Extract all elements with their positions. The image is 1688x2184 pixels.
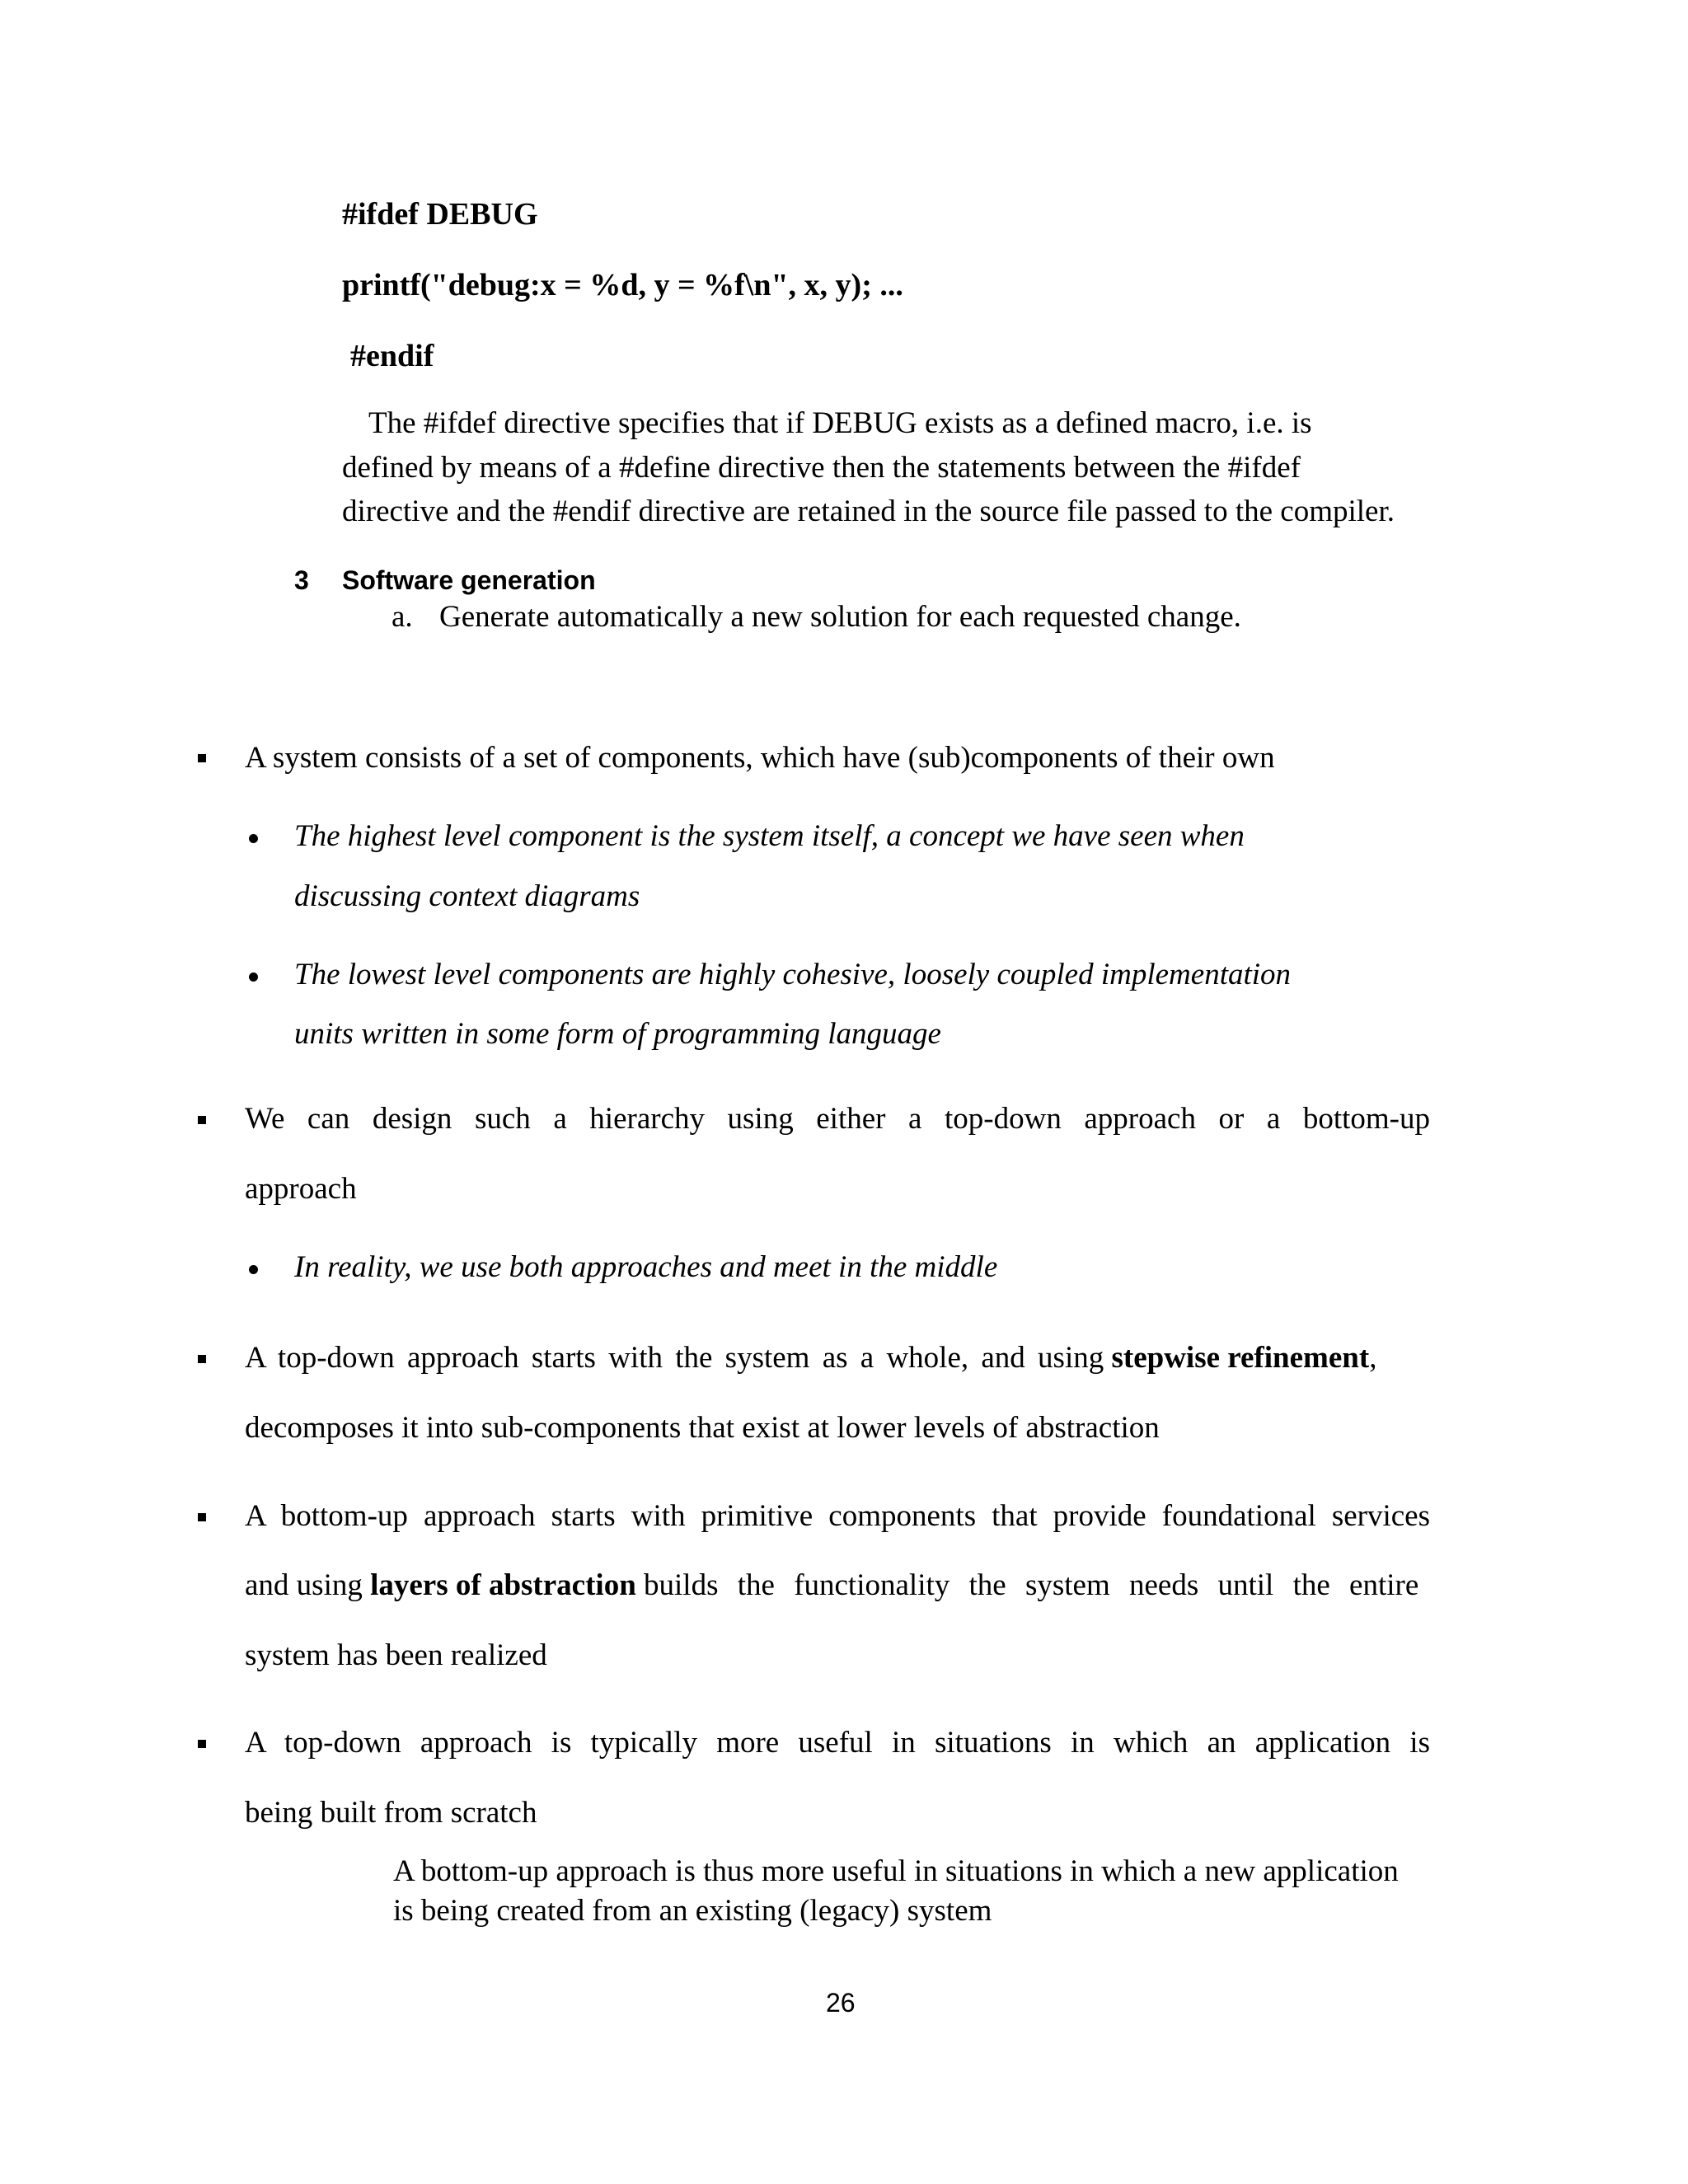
bullet-4-line1: A bottom-up approach starts with primitive components that provide foundational services [245,1499,1430,1533]
bullet-3-line2: decomposes it into sub-components that exist at lower levels of abstraction [245,1411,1160,1445]
square-bullet-icon [198,1513,206,1521]
bullet-4-line2 [245,1568,1432,1603]
bullet-1-sub-1-line1: The highest level component is the system itself, a concept we have seen when [294,819,1245,853]
bullet-3-line1 [245,1340,1432,1376]
bullet-3-line1-pre: A top-down approach starts with the system as a whole, and using [245,1341,1104,1375]
bullet-3-line1-post: , [1369,1341,1377,1375]
closing-line1: A bottom-up approach is thus more useful in situations in which a new application [393,1854,1399,1888]
bullet-3-term-stepwise-refinement: stepwise refinement [1111,1341,1370,1375]
bullet-1-text: A system consists of a set of components, which have (sub)components of their own [245,741,1275,775]
bullet-4-term-layers-of-abstraction: layers of abstraction [370,1568,636,1602]
square-bullet-icon [198,1740,206,1748]
square-bullet-icon [198,1355,206,1363]
round-bullet-icon [249,972,258,982]
square-bullet-icon [198,1116,206,1124]
bullet-5-line2: being built from scratch [245,1796,537,1830]
bullet-4-line2-post: builds the functionality the system needs until the entire [644,1568,1419,1602]
bullet-1-sub-2-line1: The lowest level components are highly cohesive, loosely coupled implementation [294,958,1292,991]
bullet-2-line1: We can design such a hierarchy using either a top-down approach or a bottom-up [245,1102,1430,1136]
round-bullet-icon [249,1265,258,1274]
code-line-ifdef: #ifdef DEBUG [342,197,538,232]
page-number: 26 [826,1988,856,2018]
bullet-1-sub-1-line2: discussing context diagrams [294,879,640,913]
bullet-1-sub-2-line2: units written in some form of programming language [294,1017,941,1051]
square-bullet-icon [198,754,206,762]
section-number: 3 [294,565,309,595]
round-bullet-icon [249,834,258,843]
bullet-4-line2-pre: and using [245,1568,363,1602]
bullet-2-line2: approach [245,1172,357,1206]
section-item-marker: a. [392,600,413,634]
code-line-printf: printf("debug:x = %d, y = %f\n", x, y); ... [342,268,903,302]
closing-line2: is being created from an existing (legacy) system [393,1894,992,1928]
bullet-4-line3: system has been realized [245,1638,547,1672]
bullet-2-sub-1: In reality, we use both approaches and meet in the middle [294,1250,998,1284]
para-ifdef-line2: defined by means of a #define directive then the statements between the #ifdef [342,451,1301,485]
section-title: Software generation [342,565,596,595]
bullet-5-line1: A top-down approach is typically more useful in situations in which an application is [245,1726,1430,1760]
section-item-text: Generate automatically a new solution for each requested change. [439,600,1241,634]
code-line-endif: #endif [350,339,434,373]
para-ifdef-line3: directive and the #endif directive are retained in the source file passed to the compiler. [342,494,1395,528]
para-ifdef-line1: The #ifdef directive specifies that if DEBUG exists as a defined macro, i.e. is [368,406,1312,440]
